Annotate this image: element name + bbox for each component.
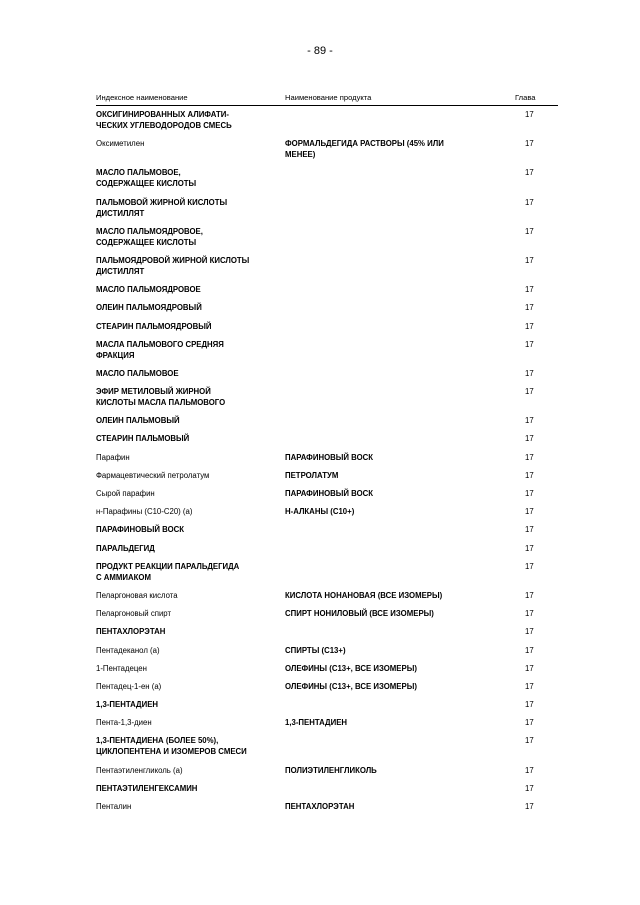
index-name-cell: Пеларгоновый спирт	[96, 609, 172, 619]
chapter-cell: 17	[525, 470, 534, 480]
table-row	[96, 543, 558, 561]
table-row	[96, 226, 558, 255]
index-name-cell: ПАЛЬМОВОЙ ЖИРНОЙ КИСЛОТЫ ДИСТИЛЛЯТ	[96, 197, 228, 218]
table-row	[96, 109, 558, 138]
index-name-cell: МАСЛО ПАЛЬМОЯДРОВОЕ, СОДЕРЖАЩЕЕ КИСЛОТЫ	[96, 226, 203, 247]
table-row	[96, 506, 558, 524]
product-name-cell: ПОЛИЭТИЛЕНГЛИКОЛЬ	[285, 765, 377, 775]
index-name-cell: Пентадец-1-ен (a)	[96, 681, 162, 691]
index-name-cell: 1,3-ПЕНТАДИЕНА (БОЛЕЕ 50%), ЦИКЛОПЕНТЕНА И ИЗОМЕРОВ СМЕСИ	[96, 736, 247, 757]
table-row	[96, 561, 558, 590]
chapter-cell: 17	[525, 507, 534, 517]
table-row	[96, 608, 558, 626]
table-row	[96, 524, 558, 542]
table-row	[96, 255, 558, 284]
index-name-cell: 1,3-ПЕНТАДИЕН	[96, 700, 159, 710]
chapter-cell: 17	[525, 663, 534, 673]
chapter-cell: 17	[525, 255, 534, 265]
chapter-cell: 17	[525, 416, 534, 426]
chapter-cell: 17	[525, 110, 534, 119]
table-row	[96, 415, 558, 433]
product-name-cell: ПАРАФИНОВЫЙ ВОСК	[285, 489, 374, 498]
index-name-cell: Пентаэтиленгликоль (a)	[96, 765, 183, 775]
chapter-cell: 17	[525, 139, 534, 149]
index-name-cell: ПАЛЬМОЯДРОВОЙ ЖИРНОЙ КИСЛОТЫ ДИСТИЛЛЯТ	[96, 255, 250, 276]
table-row	[96, 626, 558, 644]
index-name-cell: СТЕАРИН ПАЛЬМОЯДРОВЫЙ	[96, 321, 212, 331]
index-name-cell: МАСЛА ПАЛЬМОВОГО СРЕДНЯЯ ФРАКЦИЯ	[96, 339, 224, 360]
product-name-cell: ОЛЕФИНЫ (C13+, ВСЕ ИЗОМЕРЫ)	[285, 681, 417, 691]
table-header	[96, 93, 558, 106]
chapter-cell: 17	[525, 197, 534, 207]
chapter-cell: 17	[525, 718, 534, 728]
table-row	[96, 645, 558, 663]
table-row	[96, 735, 558, 764]
header-index-name: Индексное наименование	[96, 93, 188, 102]
chapter-cell: 17	[525, 168, 534, 178]
table-row	[96, 302, 558, 320]
index-name-cell: ПРОДУКТ РЕАКЦИИ ПАРАЛЬДЕГИДА С АММИАКОМ	[96, 561, 240, 582]
header-product-name: Наименование продукта	[285, 93, 372, 102]
index-name-cell: 1-Пентадецен	[96, 663, 147, 673]
table-row	[96, 167, 558, 196]
chapter-cell: 17	[525, 339, 534, 349]
chapter-cell: 17	[525, 226, 534, 236]
index-name-cell: МАСЛО ПАЛЬМОЯДРОВОЕ	[96, 285, 201, 295]
product-name-cell: СПИРТ НОНИЛОВЫЙ (ВСЕ ИЗОМЕРЫ)	[285, 609, 434, 619]
index-name-cell: Фармацевтический петролатум	[96, 470, 210, 480]
table-row	[96, 681, 558, 699]
chapter-cell: 17	[525, 765, 534, 775]
chapter-cell: 17	[525, 489, 534, 498]
index-name-cell: ОЛЕИН ПАЛЬМОВЫЙ	[96, 416, 180, 426]
table-row	[96, 197, 558, 226]
index-name-cell: МАСЛО ПАЛЬМОВОЕ, СОДЕРЖАЩЕЕ КИСЛОТЫ	[96, 168, 197, 189]
table-row	[96, 138, 558, 167]
table-row	[96, 801, 558, 819]
index-name-cell: Оксиметилен	[96, 139, 145, 149]
table-body	[96, 109, 558, 819]
index-name-cell: н-Парафины (C10-C20) (a)	[96, 507, 193, 517]
table-row	[96, 368, 558, 386]
table-row	[96, 321, 558, 339]
index-name-cell: ЭФИР МЕТИЛОВЫЙ ЖИРНОЙ КИСЛОТЫ МАСЛА ПАЛЬМОВОГО	[96, 387, 226, 408]
chapter-cell: 17	[525, 802, 534, 811]
chapter-cell: 17	[525, 368, 534, 378]
index-name-cell: Пентадеканол (a)	[96, 645, 160, 655]
index-name-cell: Пенталин	[96, 802, 132, 811]
table-row	[96, 717, 558, 735]
chapter-cell: 17	[525, 543, 534, 553]
chapter-cell: 17	[525, 609, 534, 619]
product-name-cell: СПИРТЫ (C13+)	[285, 645, 346, 655]
table-row	[96, 765, 558, 783]
product-name-cell: ФОРМАЛЬДЕГИДА РАСТВОРЫ (45% ИЛИ МЕНЕЕ)	[285, 139, 444, 160]
product-name-cell: Н-АЛКАНЫ (C10+)	[285, 507, 355, 517]
chapter-cell: 17	[525, 590, 534, 600]
chapter-cell: 17	[525, 736, 534, 746]
chapter-cell: 17	[525, 303, 534, 313]
index-name-cell: Пента-1,3-диен	[96, 718, 152, 728]
table-row	[96, 339, 558, 368]
table-row	[96, 386, 558, 415]
table-row	[96, 433, 558, 451]
index-name-cell: МАСЛО ПАЛЬМОВОЕ	[96, 368, 179, 378]
table-row	[96, 590, 558, 608]
index-name-cell: ПАРАФИНОВЫЙ ВОСК	[96, 525, 185, 535]
page-number: - 89 -	[307, 45, 333, 57]
index-name-cell: ОКСИГИНИРОВАННЫХ АЛИФАТИ- ЧЕСКИХ УГЛЕВОДОРОДОВ СМЕСЬ	[96, 110, 232, 130]
chapter-cell: 17	[525, 387, 534, 397]
chapter-cell: 17	[525, 525, 534, 535]
chapter-cell: 17	[525, 321, 534, 331]
table-row	[96, 663, 558, 681]
index-name-cell: СТЕАРИН ПАЛЬМОВЫЙ	[96, 434, 190, 444]
chapter-cell: 17	[525, 285, 534, 295]
chapter-cell: 17	[525, 627, 534, 637]
product-name-cell: ОЛЕФИНЫ (C13+, ВСЕ ИЗОМЕРЫ)	[285, 663, 417, 673]
chapter-cell: 17	[525, 783, 534, 793]
chapter-cell: 17	[525, 700, 534, 710]
table-row	[96, 699, 558, 717]
product-name-cell: ПАРАФИНОВЫЙ ВОСК	[285, 452, 374, 462]
index-name-cell: ПЕНТАХЛОРЭТАН	[96, 627, 166, 637]
chapter-cell: 17	[525, 645, 534, 655]
table-row	[96, 452, 558, 470]
product-name-cell: ПЕНТАХЛОРЭТАН	[285, 802, 355, 811]
chapter-cell: 17	[525, 561, 534, 571]
index-name-cell: Пеларгоновая кислота	[96, 590, 178, 600]
table-row	[96, 488, 558, 506]
index-name-cell: Сырой парафин	[96, 489, 155, 498]
product-name-cell: ПЕТРОЛАТУМ	[285, 470, 339, 480]
chapter-cell: 17	[525, 681, 534, 691]
table-row	[96, 284, 558, 302]
table-row	[96, 783, 558, 801]
chapter-cell: 17	[525, 452, 534, 462]
product-name-cell: КИСЛОТА НОНАНОВАЯ (ВСЕ ИЗОМЕРЫ)	[285, 590, 443, 600]
header-chapter: Глава	[515, 93, 536, 102]
index-name-cell: Парафин	[96, 452, 130, 462]
product-name-cell: 1,3-ПЕНТАДИЕН	[285, 718, 348, 728]
table-row	[96, 470, 558, 488]
chapter-cell: 17	[525, 434, 534, 444]
index-name-cell: ОЛЕИН ПАЛЬМОЯДРОВЫЙ	[96, 303, 202, 313]
index-name-cell: ПАРАЛЬДЕГИД	[96, 543, 155, 553]
index-name-cell: ПЕНТАЭТИЛЕНГЕКСАМИН	[96, 783, 198, 793]
